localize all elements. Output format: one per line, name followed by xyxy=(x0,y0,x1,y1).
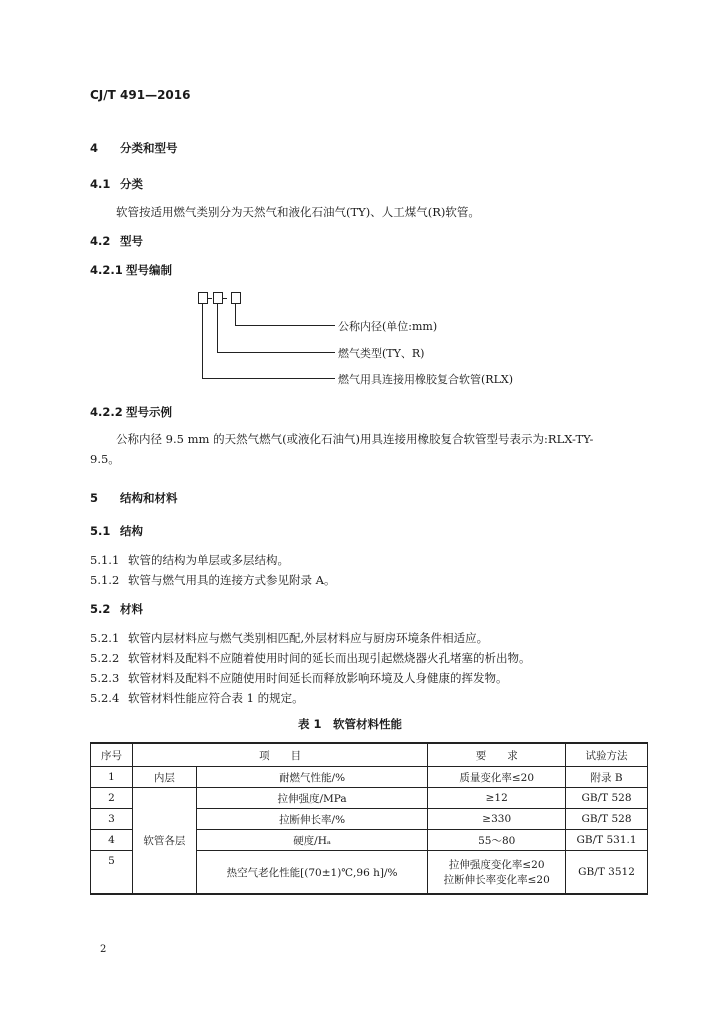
clause-text: 软管材料及配料不应随使用时间延长而释放影响环境及人身健康的挥发物。 xyxy=(128,671,508,685)
clause-text: 软管材料及配料不应随着使用时间的延长而出现引起燃烧器火孔堵塞的析出物。 xyxy=(128,651,531,665)
section-title: 型号编制 xyxy=(126,263,172,277)
section-title: 材料 xyxy=(120,602,143,616)
section-title: 分类和型号 xyxy=(120,141,178,155)
clause-number: 5.2.3 xyxy=(90,671,120,685)
cell-requirement: ≥12 xyxy=(428,788,566,809)
cell-item: 热空气老化性能[(70±1)℃,96 h]/% xyxy=(196,851,428,895)
clause-5-1-2 xyxy=(90,572,335,588)
cell-item: 拉伸强度/MPa xyxy=(196,788,428,809)
label-hose-type: 燃气用具连接用橡胶复合软管(RLX) xyxy=(338,373,513,386)
cell-no: 5 xyxy=(91,851,133,895)
section-5-2-heading xyxy=(90,601,143,617)
header-item: 项 目 xyxy=(132,743,427,767)
section-number: 4.2 xyxy=(90,234,111,248)
header-no: 序号 xyxy=(91,743,133,767)
clause-5-1-1 xyxy=(90,552,289,568)
cell-group: 内层 xyxy=(132,767,196,788)
section-4-2-1-heading xyxy=(90,262,172,278)
cell-requirement xyxy=(428,851,566,895)
leader-line xyxy=(202,303,203,378)
cell-requirement: ≥330 xyxy=(428,809,566,830)
section-4-2-heading xyxy=(90,233,143,249)
table-row xyxy=(91,788,648,809)
code-box-2 xyxy=(213,292,223,304)
clause-text: 软管材料性能应符合表 1 的规定。 xyxy=(128,691,304,705)
cell-test-method: 附录 B xyxy=(566,767,648,788)
section-title: 结构和材料 xyxy=(120,491,178,505)
example-text-line-2: 9.5。 xyxy=(90,452,120,466)
clause-number: 5.2.1 xyxy=(90,631,120,645)
section-title: 型号示例 xyxy=(126,405,172,419)
cell-group: 软管各层 xyxy=(132,788,196,895)
section-number: 5.1 xyxy=(90,524,111,538)
clause-5-2-3 xyxy=(90,670,508,686)
section-number: 5.2 xyxy=(90,602,111,616)
leader-line xyxy=(235,303,236,325)
cell-test-method: GB/T 3512 xyxy=(566,851,648,895)
clause-5-2-2 xyxy=(90,650,531,666)
code-dash xyxy=(223,298,227,299)
leader-line xyxy=(202,378,335,379)
leader-line xyxy=(217,303,218,352)
material-properties-table xyxy=(90,742,648,895)
section-number: 4 xyxy=(90,141,99,155)
section-number: 5 xyxy=(90,491,99,505)
cell-item: 拉断伸长率/% xyxy=(196,809,428,830)
leader-line xyxy=(217,352,335,353)
cell-no: 3 xyxy=(91,809,133,830)
standard-code: CJ/T 491—2016 xyxy=(90,88,191,102)
section-title: 型号 xyxy=(120,234,143,248)
header-test-method: 试验方法 xyxy=(566,743,648,767)
table-caption: 表 1 软管材料性能 xyxy=(298,717,403,731)
cell-requirement: 质量变化率≤20 xyxy=(428,767,566,788)
section-4-heading xyxy=(90,140,178,156)
cell-test-method: GB/T 528 xyxy=(566,788,648,809)
section-5-heading xyxy=(90,490,178,506)
requirement-line: 拉断伸长率变化率≤20 xyxy=(443,874,550,886)
label-nominal-diameter: 公称内径(单位:mm) xyxy=(338,320,438,333)
section-4-1-text: 软管按适用燃气类别分为天然气和液化石油气(TY)、人工煤气(R)软管。 xyxy=(116,205,480,219)
cell-requirement: 55～80 xyxy=(428,830,566,851)
clause-text: 软管的结构为单层或多层结构。 xyxy=(128,553,289,567)
code-box-1 xyxy=(198,292,208,304)
clause-5-2-1 xyxy=(90,630,488,646)
clause-number: 5.2.2 xyxy=(90,651,120,665)
cell-test-method: GB/T 531.1 xyxy=(566,830,648,851)
cell-no: 1 xyxy=(91,767,133,788)
section-4-1-heading xyxy=(90,176,143,192)
section-number: 4.2.2 xyxy=(90,405,123,419)
clause-number: 5.2.4 xyxy=(90,691,120,705)
section-number: 4.1 xyxy=(90,177,111,191)
leader-line xyxy=(235,325,335,326)
table-row xyxy=(91,767,648,788)
label-gas-type: 燃气类型(TY、R) xyxy=(338,347,425,360)
clause-text: 软管内层材料应与燃气类别相匹配,外层材料应与厨房环境条件相适应。 xyxy=(128,631,489,645)
clause-number: 5.1.1 xyxy=(90,553,120,567)
header-requirement: 要 求 xyxy=(428,743,566,767)
clause-5-2-4 xyxy=(90,690,304,706)
section-title: 分类 xyxy=(120,177,143,191)
section-5-1-heading xyxy=(90,523,143,539)
cell-item: 硬度/Hₐ xyxy=(196,830,428,851)
cell-item: 耐燃气性能/% xyxy=(196,767,428,788)
cell-no: 4 xyxy=(91,830,133,851)
section-number: 4.2.1 xyxy=(90,263,123,277)
code-box-3 xyxy=(231,292,241,304)
clause-text: 软管与燃气用具的连接方式参见附录 A。 xyxy=(128,573,336,587)
example-text-line-1: 公称内径 9.5 mm 的天然气燃气(或液化石油气)用具连接用橡胶复合软管型号表示为:RLX-TY- xyxy=(116,432,594,446)
code-dash xyxy=(208,298,212,299)
clause-number: 5.1.2 xyxy=(90,573,120,587)
requirement-line: 拉伸强度变化率≤20 xyxy=(448,859,545,871)
page-number: 2 xyxy=(100,944,107,955)
cell-no: 2 xyxy=(91,788,133,809)
section-4-2-2-heading xyxy=(90,404,172,420)
cell-test-method: GB/T 528 xyxy=(566,809,648,830)
section-title: 结构 xyxy=(120,524,143,538)
table-header-row xyxy=(91,743,648,767)
